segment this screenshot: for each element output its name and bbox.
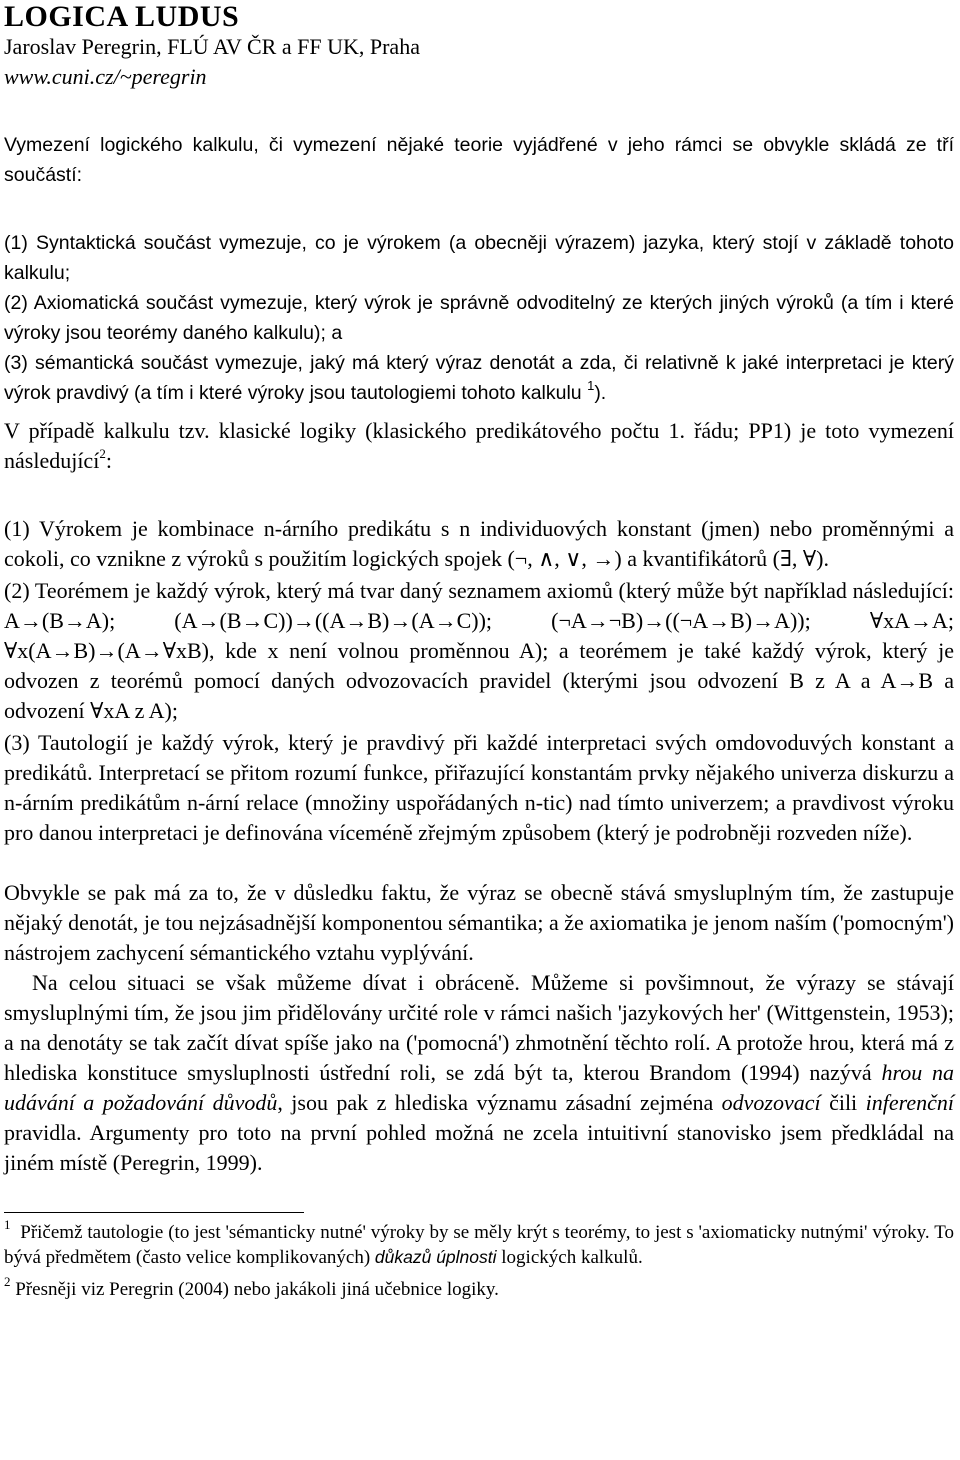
footnote-2-text: Přesněji viz Peregrin (2004) nebo jakákoli jiná učebnice logiky. — [15, 1279, 499, 1300]
footnote-1-end: logických kalkulů. — [496, 1247, 643, 1268]
author-line: Jaroslav Peregrin, FLÚ AV ČR a FF UK, Praha — [4, 34, 420, 59]
intro-paragraph: Vymezení logického kalkulu, či vymezení nějaké teorie vyjádřené v jeho rámci se obvykle skládá ze tří součástí: — [4, 134, 954, 186]
body-paragraph-2-part-c: čili — [820, 1090, 866, 1115]
component-semantic-text: (3) sémantická součást vymezuje, jaký má který výraz denotát a zda, či relativně k jaké interpretaci je který výrok pravdivý (a tím i které výroky jsou tautologiemi tohoto kalkulu — [4, 352, 954, 404]
footnote-ref-1[interactable]: 1 — [587, 377, 595, 393]
pp1-theorem-paragraph: (2) Teorémem je každý výrok, který má tvar daný seznamem axiomů (který může být například následující: A→(B→A); (A→(B→C))→((A→B)→(A→C)); (¬A→¬B)→((¬A→B)→A)); ∀xA→A; ∀x(A→B)→(A→∀xB), kde x není volnou proměnnou A); a teorémem je také každý výrok, který je odvozen z teorémů pomocí daných odvozovacích pravidel (kterými jsou odvození B z A a A→B a odvození ∀xA z A); — [4, 578, 954, 723]
pp1-intro-text: V případě kalkulu tzv. klasické logiky (klasického predikátového počtu 1. řádu; PP1) je toto vymezení následující — [4, 418, 954, 473]
footnote-ref-2[interactable]: 2 — [99, 445, 106, 461]
body-paragraph-1: Obvykle se pak má za to, že v důsledku faktu, že výraz se obecně stává smysluplným tím, že zastupuje nějaký denotát, je tou nejzásadnější komponentou sémantika; a že axiomatika je jenom naším ('pomocným') nástrojem zachycení sémantického vztahu vyplývání. — [4, 880, 954, 965]
emphasis-inferential: inferenční — [865, 1090, 954, 1115]
body-paragraph-2-part-a: Na celou situaci se však můžeme dívat i obráceně. Můžeme si povšimnout, že výrazy se stávají smysluplnými tím, že jsou jim přidělovány určité role v rámci našich 'jazykových her' (Wittgenstein, 1953); a na denotáty se tak začít dívat spíše jako na ('pomocná') zhmotnění těchto rolí. A protože hrou, která má z hlediska konstituce smysluplnosti ústřední roli, se zdá být ta, kterou Brandom (1994) nazývá — [4, 970, 954, 1085]
emphasis-derivational: odvozovací — [721, 1090, 821, 1115]
footnote-1-mark: 1 — [4, 1216, 11, 1232]
footnote-divider — [4, 1212, 304, 1213]
document-title: LOGICA LUDUS — [4, 0, 240, 33]
component-semantic — [4, 348, 954, 408]
pp1-syntax-paragraph: (1) Výrokem je kombinace n-árního predikátu s n individuových konstant (jmen) nebo proměnnými a cokoli, co vznikne z výroků s použitím logických spojek (¬, ∧, ∨, →) a kvantifikátorů (∃, ∀). — [4, 516, 954, 571]
pp1-intro-paragraph — [4, 416, 954, 476]
footnote-1-text: Přičemž tautologie (to jest 'sémanticky nutné' výroky by se měly krýt s teorémy, to jest s 'axiomaticky nutnými' výroky. To bývá předmětem (často velice komplikovaných) — [4, 1222, 954, 1268]
body-paragraph-2 — [4, 968, 954, 1178]
component-axiomatic: (2) Axiomatická součást vymezuje, který výrok je správně odvoditelný ze kterých jiných výroků (a tím i které výroky jsou teorémy daného kalkulu); a — [4, 292, 954, 344]
author-url[interactable]: www.cuni.cz/~peregrin — [4, 64, 207, 89]
footnote-1 — [4, 1216, 954, 1270]
footnote-2-mark: 2 — [4, 1273, 11, 1289]
page-content — [4, 0, 954, 1302]
pp1-tautology-paragraph: (3) Tautologií je každý výrok, který je pravdivý při každé interpretaci svých omdovoduvých konstant a predikátů. Interpretací se přitom rozumí funkce, přiřazující konstantám prvky nějakého univerza diskurzu a n-árním predikátům n-ární relace (množiny uspořádaných n-tic) nad tímto univerzem; a pravdivost výroku pro danou interpretaci je definována víceméně zřejmým způsobem (který je podrobněji rozveden níže). — [4, 730, 954, 845]
component-syntactic: (1) Syntaktická součást vymezuje, co je výrokem (a obecněji výrazem) jazyka, který stojí v základě tohoto kalkulu; — [4, 232, 954, 284]
emphasis-reasons-game: hrou na udávání a požadování důvodů — [4, 1060, 954, 1115]
footnote-2 — [4, 1273, 954, 1302]
body-paragraph-2-part-d: pravidla. Argumenty pro toto na první pohled možná ne zcela intuitivní stanovisko jsem předkládal na jiném místě (Peregrin, 1999). — [4, 1120, 954, 1175]
pp1-intro-end: : — [105, 448, 112, 473]
body-paragraph-2-part-b: , jsou pak z hlediska významu zásadní zejména — [277, 1090, 722, 1115]
component-semantic-end: ). — [594, 382, 607, 404]
footnote-1-emphasis: důkazů úplnosti — [374, 1247, 497, 1267]
